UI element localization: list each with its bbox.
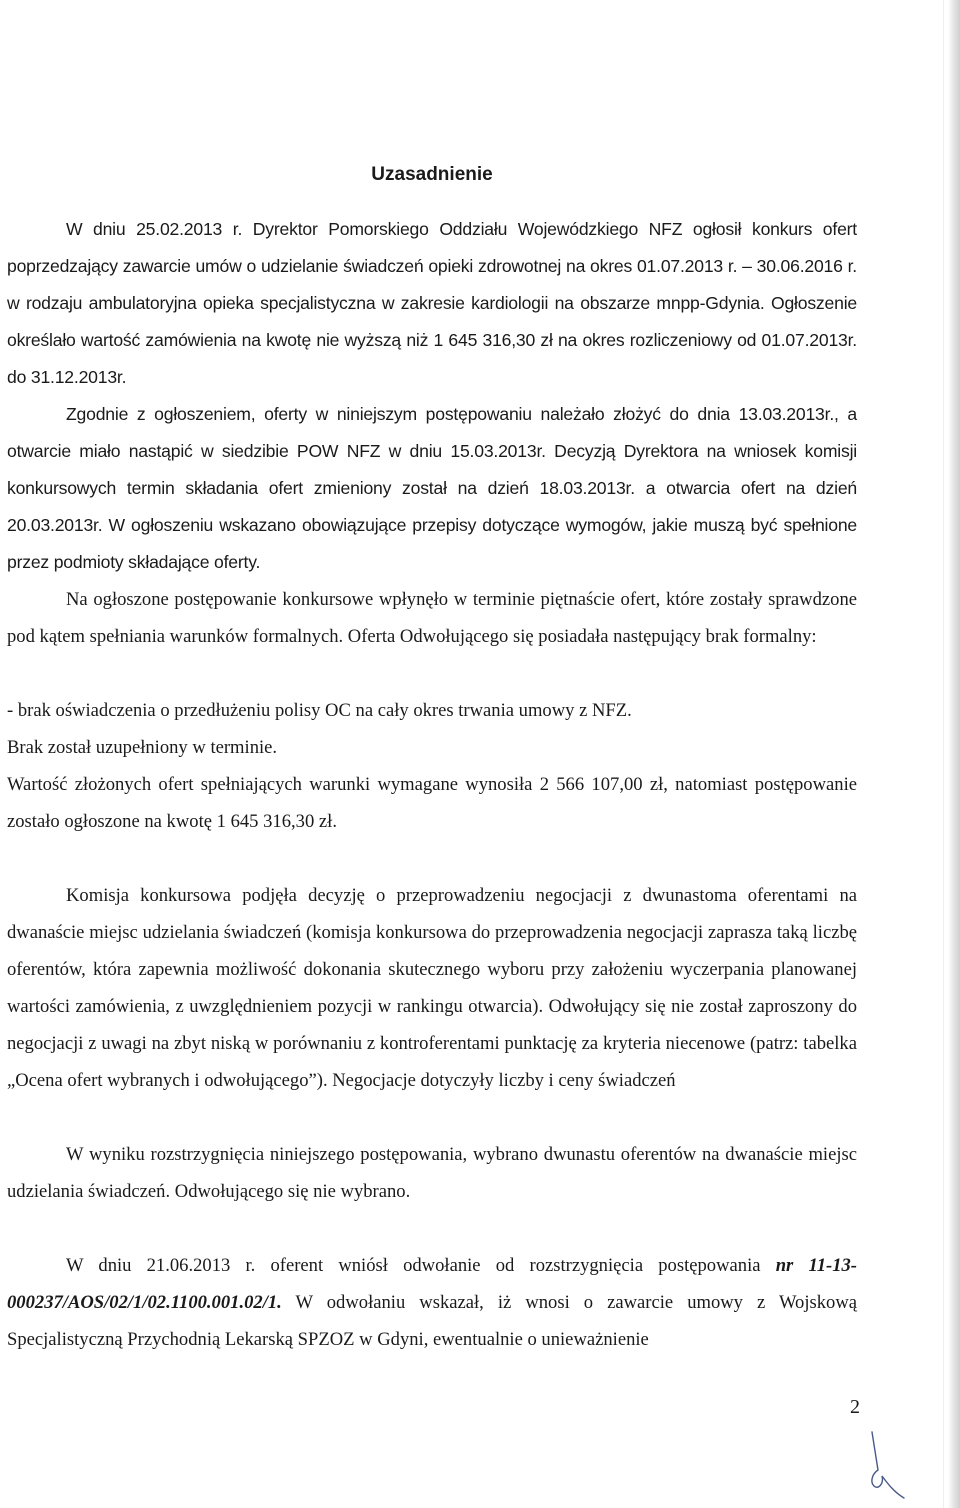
- scan-edge-line: [943, 0, 944, 1508]
- paragraph-formal-defect: - brak oświadczenia o przedłużeniu polisy OC na cały okres trwania umowy z NFZ.: [7, 700, 632, 721]
- page-number: 2: [850, 1396, 860, 1418]
- paragraph-offer-values: Wartość złożonych ofert spełniających warunki wymagane wynosiła 2 566 107,00 zł, natomiast postępowanie zostało ogłoszone na kwotę 1 645 316,30 zł.: [7, 774, 857, 832]
- appeal-text-start: W dniu 21.06.2013 r. oferent wniósł odwołanie od rozstrzygnięcia postępowania: [66, 1255, 776, 1276]
- paragraph-announcement: W dniu 25.02.2013 r. Dyrektor Pomorskiego Oddziału Wojewódzkiego NFZ ogłosił konkurs ofert poprzedzający zawarcie umów o udzielanie świadczeń opieki zdrowotnej na okres 01.07.2013 r. – 30.06.2016 r. w rodzaju ambulatoryjna opieka specjalistyczna w zakresie kardiologii na obszarze mnpp-Gdynia. Ogłoszenie określało wartość zamówienia na kwotę nie wyższą niż 1 645 316,30 zł na okres rozliczeniowy od 01.07.2013r. do 31.12.2013r.: [7, 219, 857, 387]
- document-heading: Uzasadnienie: [371, 164, 493, 185]
- scan-edge-shadow: [948, 0, 960, 1508]
- paragraph-selection-result: W wyniku rozstrzygnięcia niniejszego postępowania, wybrano dwunastu oferentów na dwanaście miejsc udzielania świadczeń. Odwołującego się nie wybrano.: [7, 1144, 857, 1202]
- case-number: nr 11-13-000237/AOS/02/1/02.1100.001.02/1.: [7, 1255, 857, 1313]
- appeal-text-end: W odwołaniu wskazał, iż wnosi o zawarcie umowy z Wojskową Specjalistyczną Przychodnią Lekarską SPZOZ w Gdyni, ewentualnie o unieważnienie: [7, 1292, 857, 1350]
- paragraph-negotiations: Komisja konkursowa podjęła decyzję o przeprowadzeniu negocjacji z dwunastoma oferentami na dwanaście miejsc udzielania świadczeń (komisja konkursowa do przeprowadzenia negocjacji zaprasza taką liczbę oferentów, która zapewnia możliwość dokonania skutecznego wyboru przy założeniu wyczerpania planowanej wartości zamówienia, z uwzględnieniem pozycji w rankingu otwarcia). Odwołujący się nie został zaproszony do negocjacji z uwagi na zbyt niską w porównaniu z kontroferentami punktację za kryteria niecenowe (patrz: tabelka „Ocena ofert wybranych i odwołującego”). Negocjacje dotyczyły liczby i ceny świadczeń: [7, 885, 857, 1091]
- paragraph-offers-received: Na ogłoszone postępowanie konkursowe wpłynęło w terminie piętnaście ofert, które zostały sprawdzone pod kątem spełniania warunków formalnych. Oferta Odwołującego się posiadała następujący brak formalny:: [7, 589, 857, 647]
- handwritten-initial-icon: [868, 1430, 908, 1500]
- paragraph-appeal: [7, 1247, 857, 1358]
- paragraph-defect-remedied: Brak został uzupełniony w terminie.: [7, 737, 278, 758]
- paragraph-deadlines: Zgodnie z ogłoszeniem, oferty w niniejszym postępowaniu należało złożyć do dnia 13.03.2013r., a otwarcie miało nastąpić w siedzibie POW NFZ w dniu 15.03.2013r. Decyzją Dyrektora na wniosek komisji konkursowych termin składania ofert zmieniony został na dzień 18.03.2013r. a otwarcia ofert na dzień 20.03.2013r. W ogłoszeniu wskazano obowiązujące przepisy dotyczące wymogów, jakie muszą być spełnione przez podmioty składające oferty.: [7, 404, 857, 572]
